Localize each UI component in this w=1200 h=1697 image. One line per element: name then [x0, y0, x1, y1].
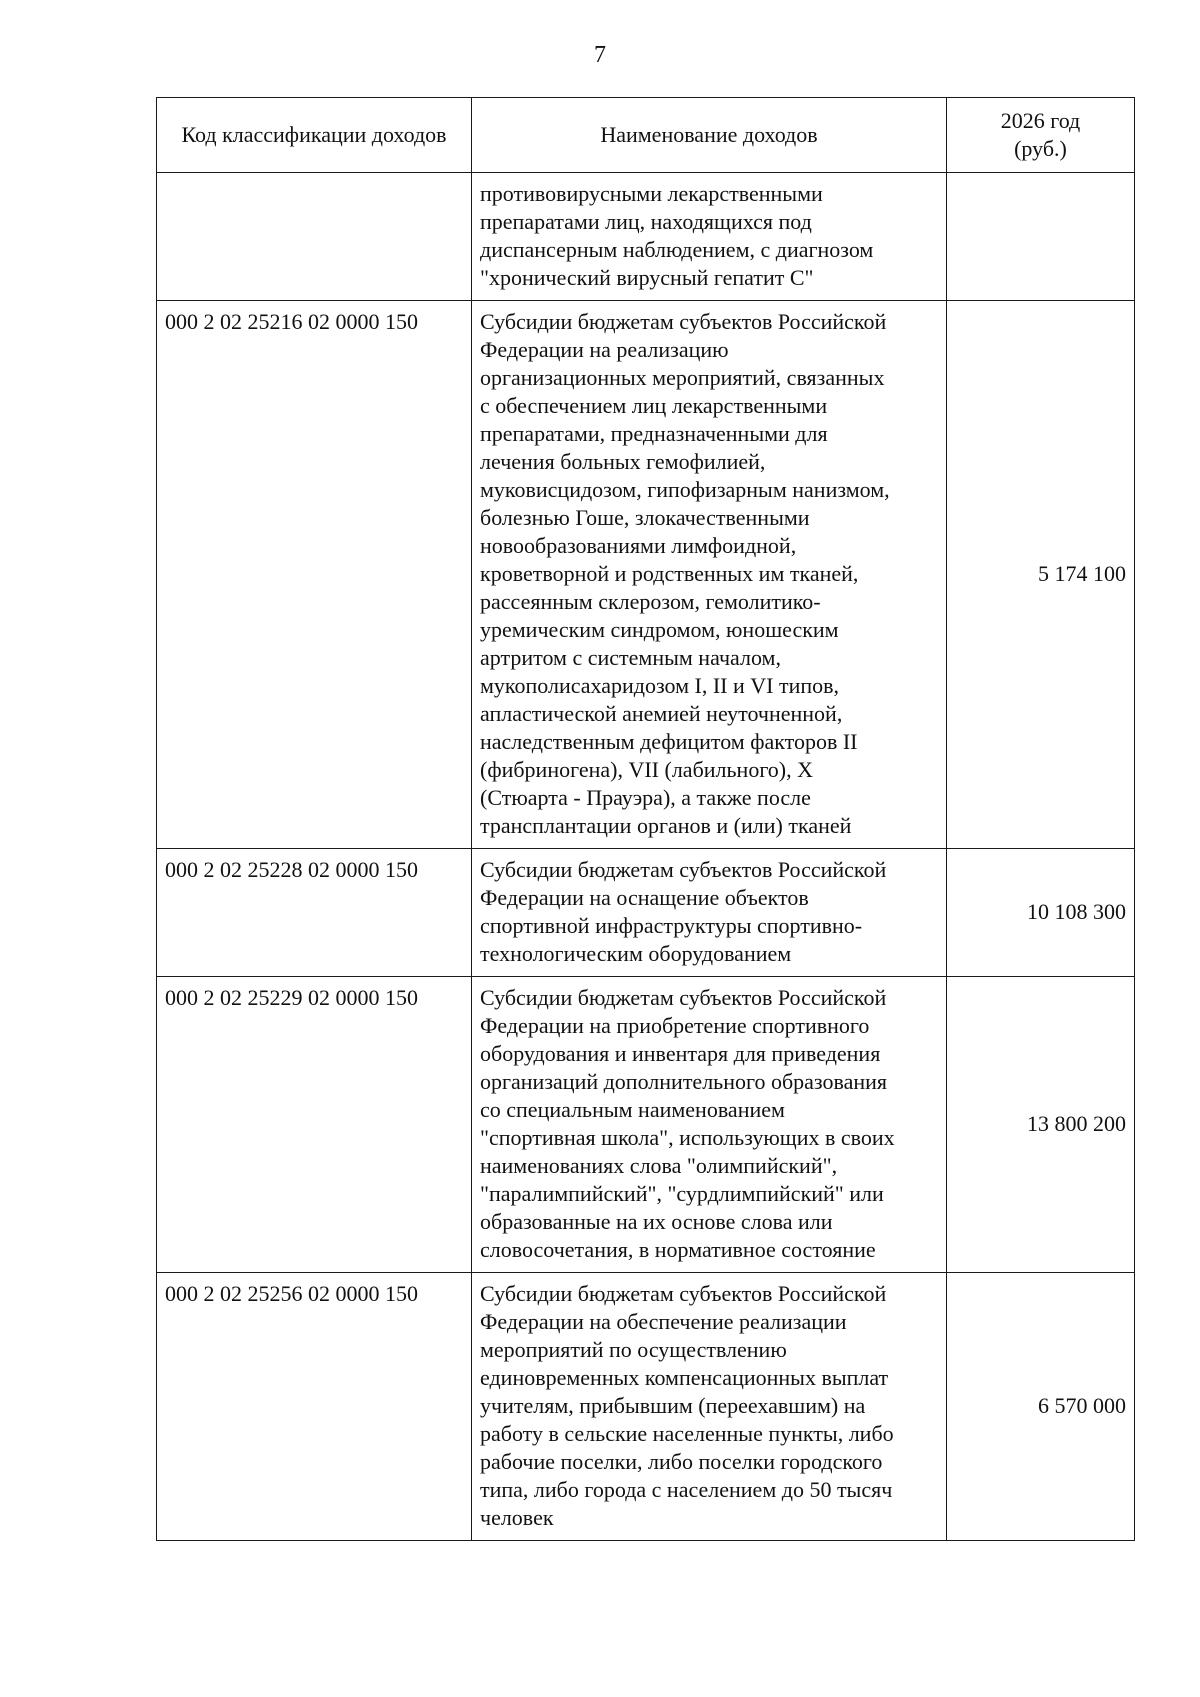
income-name-line: организаций дополнительного образования: [480, 1069, 887, 1094]
income-name-line: мукополисахаридозом I, II и VI типов,: [480, 673, 840, 698]
income-name-line: уремическим синдромом, юношеским: [480, 617, 839, 642]
income-amount-cell: [947, 173, 1135, 301]
income-name-line: организационных мероприятий, связанных: [480, 365, 885, 390]
table-row: [157, 301, 1135, 849]
income-name-line: Федерации на оснащение объектов: [480, 885, 809, 910]
income-name-line: оборудования и инвентаря для приведения: [480, 1041, 881, 1066]
income-name-cell: [472, 849, 947, 977]
income-name-line: учителям, прибывшим (переехавшим) на: [480, 1393, 866, 1418]
income-name-line: работу в сельские населенные пункты, либо: [480, 1421, 894, 1446]
header-row: [157, 98, 1135, 173]
income-name-line: артритом с системным началом,: [480, 645, 781, 670]
page-number: 7: [594, 42, 606, 68]
table-row: [157, 1273, 1135, 1541]
table-row: [157, 977, 1135, 1273]
income-name-line: Федерации на реализацию: [480, 337, 729, 362]
income-table: [156, 97, 1135, 1541]
header-amount-unit: (руб.): [1014, 136, 1067, 161]
income-name-line: Федерации на обеспечение реализации: [480, 1309, 847, 1334]
income-name-line: препаратами, предназначенными для: [480, 421, 828, 446]
table-header: [157, 98, 1135, 173]
income-name-line: Субсидии бюджетам субъектов Российской: [480, 857, 887, 882]
income-name-line: рассеянным склерозом, гемолитико-: [480, 589, 821, 614]
income-name-line: типа, либо города с населением до 50 тысяч: [480, 1477, 893, 1502]
table-row: [157, 173, 1135, 301]
income-name-line: со специальным наименованием: [480, 1097, 785, 1122]
income-name-line: противовирусными лекарственными: [480, 181, 823, 206]
income-name-line: препаратами лиц, находящихся под: [480, 209, 812, 234]
income-name-line: словосочетания, в нормативное состояние: [480, 1237, 876, 1262]
income-name-line: с обеспечением лиц лекарственными: [480, 393, 828, 418]
header-amount: [947, 98, 1135, 173]
income-amount-cell: 13 800 200: [947, 977, 1135, 1273]
income-name-line: наименованиях слова "олимпийский",: [480, 1153, 838, 1178]
income-name-line: мероприятий по осуществлению: [480, 1337, 787, 1362]
income-code-cell: 000 2 02 25256 02 0000 150: [157, 1273, 472, 1541]
income-name-cell: [472, 301, 947, 849]
income-name-line: Субсидии бюджетам субъектов Российской: [480, 1281, 887, 1306]
table-body: [157, 173, 1135, 1541]
header-amount-year: 2026 год: [1000, 108, 1081, 133]
income-name-cell: [472, 977, 947, 1273]
income-name-line: (Стюарта - Прауэра), а также после: [480, 785, 811, 810]
income-name-line: наследственным дефицитом факторов II: [480, 729, 858, 754]
income-name-line: муковисцидозом, гипофизарным нанизмом,: [480, 477, 890, 502]
table-row: [157, 849, 1135, 977]
income-name-line: человек: [480, 1505, 554, 1530]
income-name-line: трансплантации органов и (или) тканей: [480, 813, 852, 838]
income-name-line: болезнью Гоше, злокачественными: [480, 505, 810, 530]
income-name-line: (фибриногена), VII (лабильного), X: [480, 757, 814, 782]
income-name-line: новообразованиями лимфоидной,: [480, 533, 797, 558]
income-name-line: Субсидии бюджетам субъектов Российской: [480, 985, 887, 1010]
income-name-line: Субсидии бюджетам субъектов Российской: [480, 309, 887, 334]
income-name-line: апластической анемией неуточненной,: [480, 701, 843, 726]
income-name-line: технологическим оборудованием: [480, 941, 792, 966]
income-code-cell: 000 2 02 25228 02 0000 150: [157, 849, 472, 977]
income-name-line: "спортивная школа", использующих в своих: [480, 1125, 895, 1150]
income-amount-cell: 10 108 300: [947, 849, 1135, 977]
income-name-line: "паралимпийский", "сурдлимпийский" или: [480, 1181, 884, 1206]
header-code: Код классификации доходов: [157, 98, 472, 173]
income-amount-cell: 5 174 100: [947, 301, 1135, 849]
income-name-cell: [472, 173, 947, 301]
income-name-line: Федерации на приобретение спортивного: [480, 1013, 870, 1038]
income-name-line: "хронический вирусный гепатит С": [480, 265, 814, 290]
income-name-line: лечения больных гемофилией,: [480, 449, 766, 474]
income-name-line: рабочие поселки, либо поселки городского: [480, 1449, 883, 1474]
income-amount-cell: 6 570 000: [947, 1273, 1135, 1541]
header-name: Наименование доходов: [472, 98, 947, 173]
income-code-cell: 000 2 02 25229 02 0000 150: [157, 977, 472, 1273]
income-name-line: единовременных компенсационных выплат: [480, 1365, 889, 1390]
income-code-cell: [157, 173, 472, 301]
income-name-line: кроветворной и родственных им тканей,: [480, 561, 859, 586]
income-code-cell: 000 2 02 25216 02 0000 150: [157, 301, 472, 849]
income-name-line: диспансерным наблюдением, с диагнозом: [480, 237, 874, 262]
income-name-cell: [472, 1273, 947, 1541]
income-name-line: спортивной инфраструктуры спортивно-: [480, 913, 863, 938]
income-name-line: образованные на их основе слова или: [480, 1209, 833, 1234]
